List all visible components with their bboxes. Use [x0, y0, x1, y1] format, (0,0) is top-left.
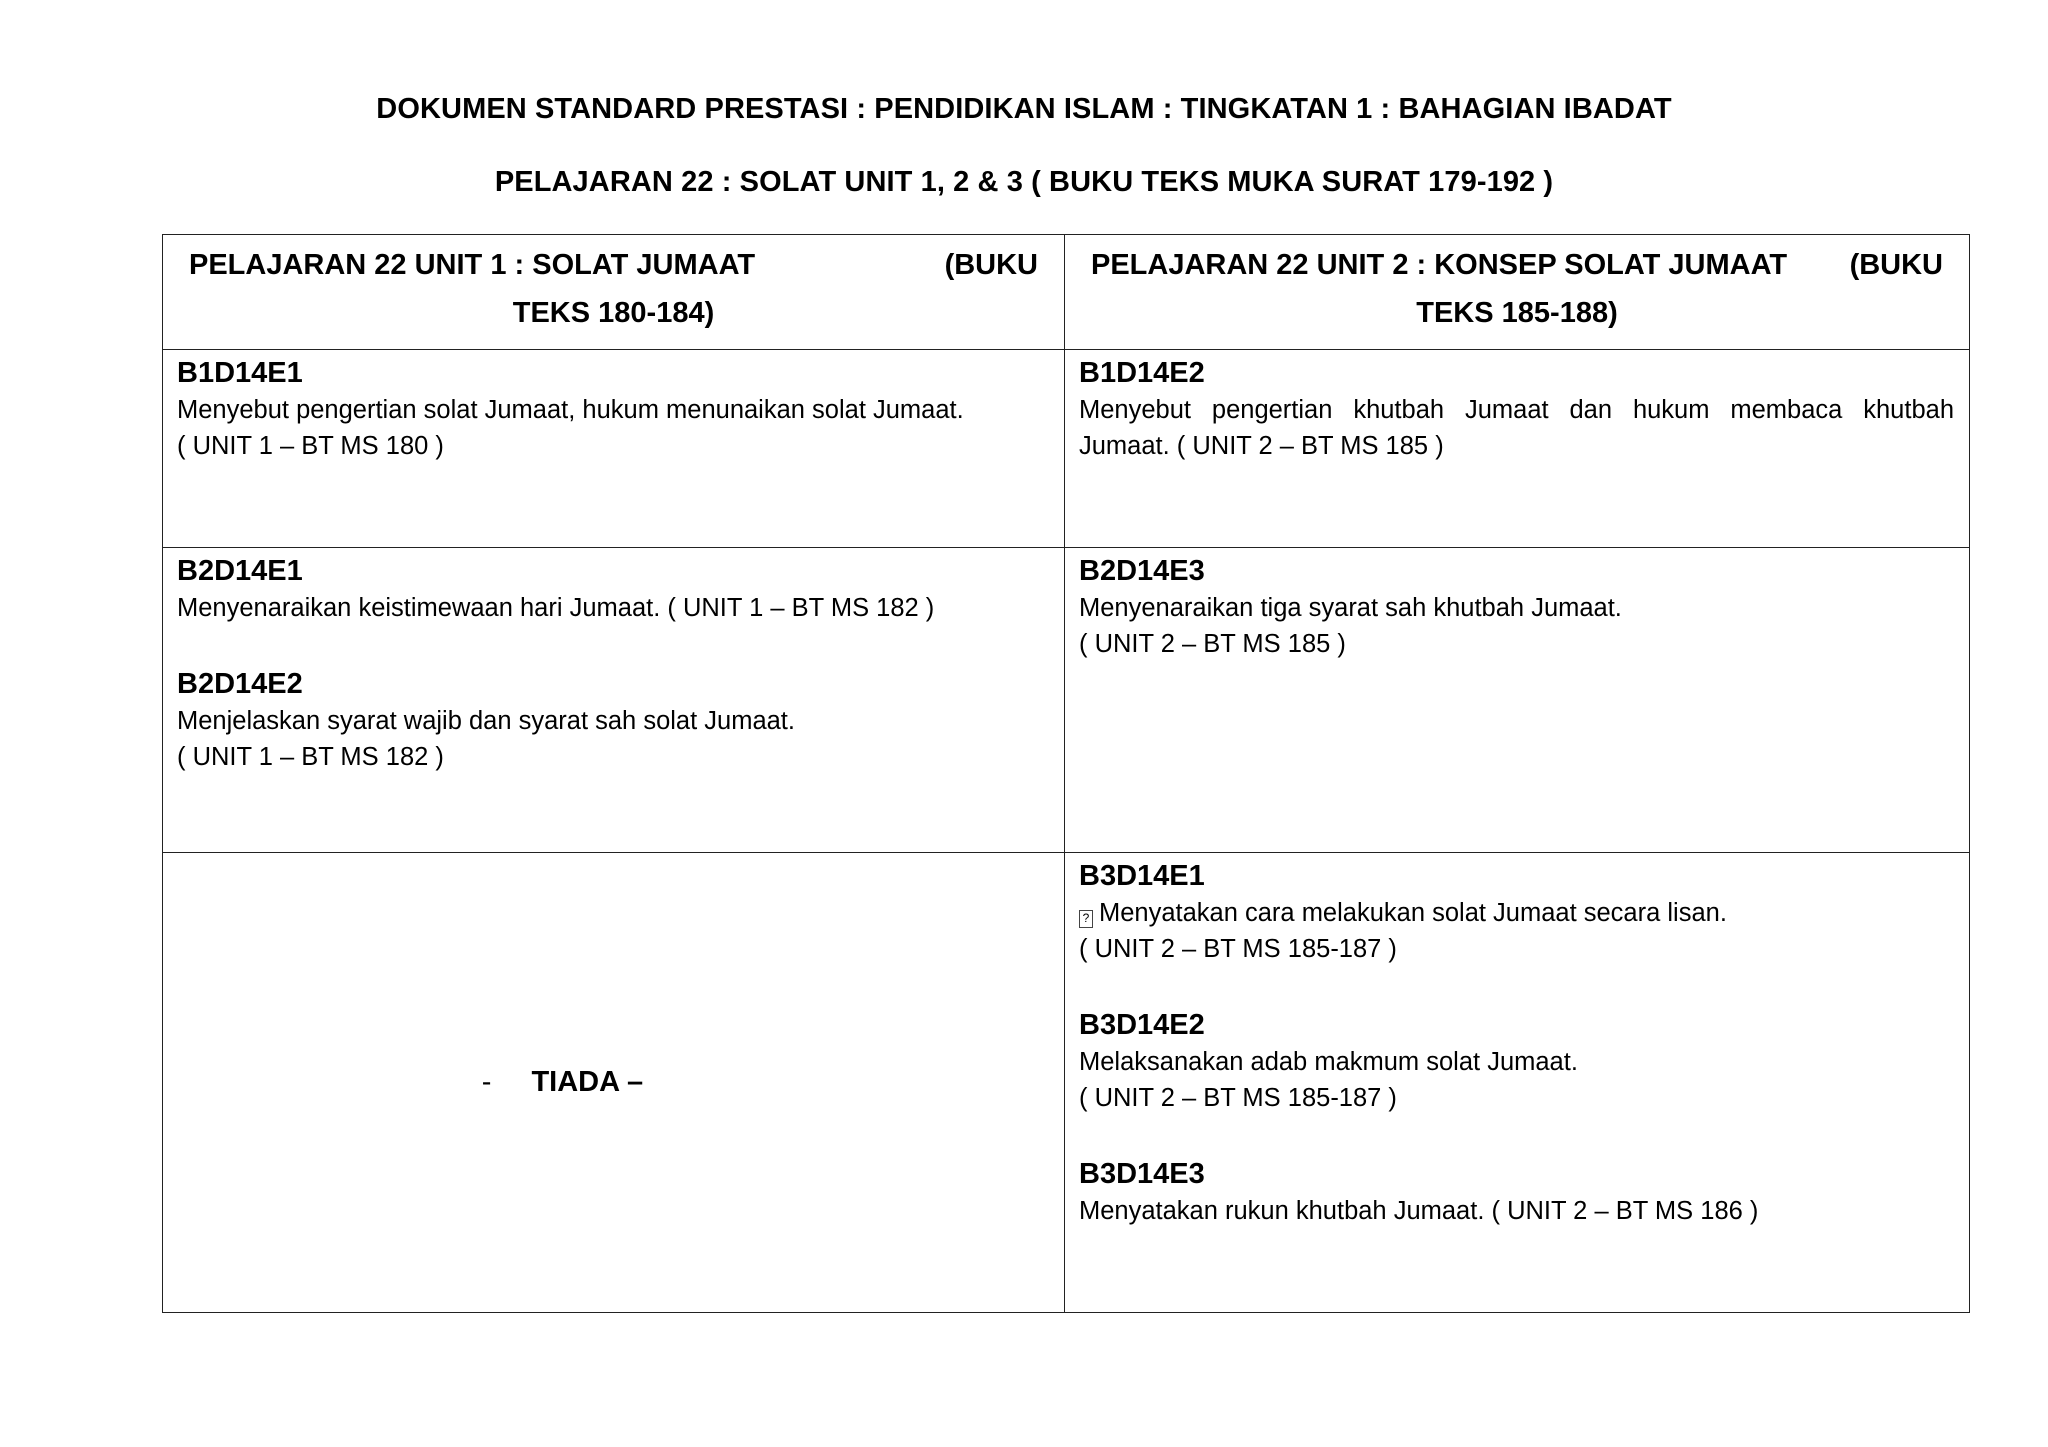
document-title: DOKUMEN STANDARD PRESTASI : PENDIDIKAN ISLAM : TINGKATAN 1 : BAHAGIAN IBADAT: [376, 93, 1672, 125]
missing-glyph-icon: ?: [1079, 910, 1093, 928]
standard-table: [162, 234, 1970, 1313]
standard-code: B3D14E3: [1079, 1158, 1205, 1190]
standard-description: Menjelaskan syarat wajib dan syarat sah solat Jumaat.: [177, 707, 795, 735]
header-unit-2: [1065, 235, 1970, 350]
standard-code: B3D14E1: [1079, 860, 1205, 892]
header-unit-2-pages: TEKS 185-188): [1416, 297, 1618, 329]
standard-description-cont: Jumaat. ( UNIT 2 – BT MS 185 ): [1079, 432, 1444, 460]
table-cell-empty: [163, 853, 1065, 1313]
standard-reference: ( UNIT 2 – BT MS 185-187 ): [1079, 935, 1397, 963]
table-row: [163, 350, 1970, 548]
header-unit-1-book: (BUKU: [944, 249, 1038, 281]
header-unit-1: [163, 235, 1065, 350]
table-cell: [163, 350, 1065, 548]
standard-code: B2D14E2: [177, 668, 303, 700]
standard-code: B2D14E3: [1079, 555, 1205, 587]
table-row: [163, 548, 1970, 853]
standard-description: Menyebut pengertian solat Jumaat, hukum menunaikan solat Jumaat.: [177, 396, 964, 424]
table-cell: [1065, 548, 1970, 853]
standard-code: B1D14E2: [1079, 357, 1205, 389]
table-cell: [1065, 853, 1970, 1313]
tiada-text: TIADA –: [531, 1066, 644, 1098]
standard-reference: ( UNIT 1 – BT MS 180 ): [177, 432, 444, 460]
standard-description: Menyebut pengertian khutbah Jumaat dan hukum membaca khutbah: [1079, 396, 1954, 424]
standard-reference: ( UNIT 2 – BT MS 185-187 ): [1079, 1084, 1397, 1112]
standard-code: B3D14E2: [1079, 1009, 1205, 1041]
tiada-placeholder: [482, 1066, 643, 1099]
standard-code: B2D14E1: [177, 555, 303, 587]
standard-reference: ( UNIT 2 – BT MS 185 ): [1079, 630, 1346, 658]
header-unit-2-book: (BUKU: [1849, 249, 1943, 281]
standard-description: Menyatakan rukun khutbah Jumaat. ( UNIT 2 – BT MS 186 ): [1079, 1197, 1759, 1225]
table-cell: [163, 548, 1065, 853]
standard-reference: ( UNIT 1 – BT MS 182 ): [177, 743, 444, 771]
standard-description: ? Menyatakan cara melakukan solat Jumaat secara lisan.: [1079, 895, 1954, 931]
header-unit-2-title: PELAJARAN 22 UNIT 2 : KONSEP SOLAT JUMAAT: [1091, 249, 1788, 281]
standard-description: Menyenaraikan keistimewaan hari Jumaat. ( UNIT 1 – BT MS 182 ): [177, 594, 935, 622]
standard-code: B1D14E1: [177, 357, 303, 389]
standard-description: Menyenaraikan tiga syarat sah khutbah Jumaat.: [1079, 594, 1622, 622]
table-cell: [1065, 350, 1970, 548]
tiada-dash: -: [481, 1066, 492, 1098]
table-header-row: [163, 235, 1970, 350]
header-unit-1-pages: TEKS 180-184): [512, 297, 715, 329]
table-row: [163, 853, 1970, 1313]
header-unit-1-title: PELAJARAN 22 UNIT 1 : SOLAT JUMAAT: [189, 249, 756, 281]
document-subtitle: PELAJARAN 22 : SOLAT UNIT 1, 2 & 3 ( BUKU TEKS MUKA SURAT 179-192 ): [494, 166, 1554, 198]
standard-description: Melaksanakan adab makmum solat Jumaat.: [1079, 1048, 1578, 1076]
